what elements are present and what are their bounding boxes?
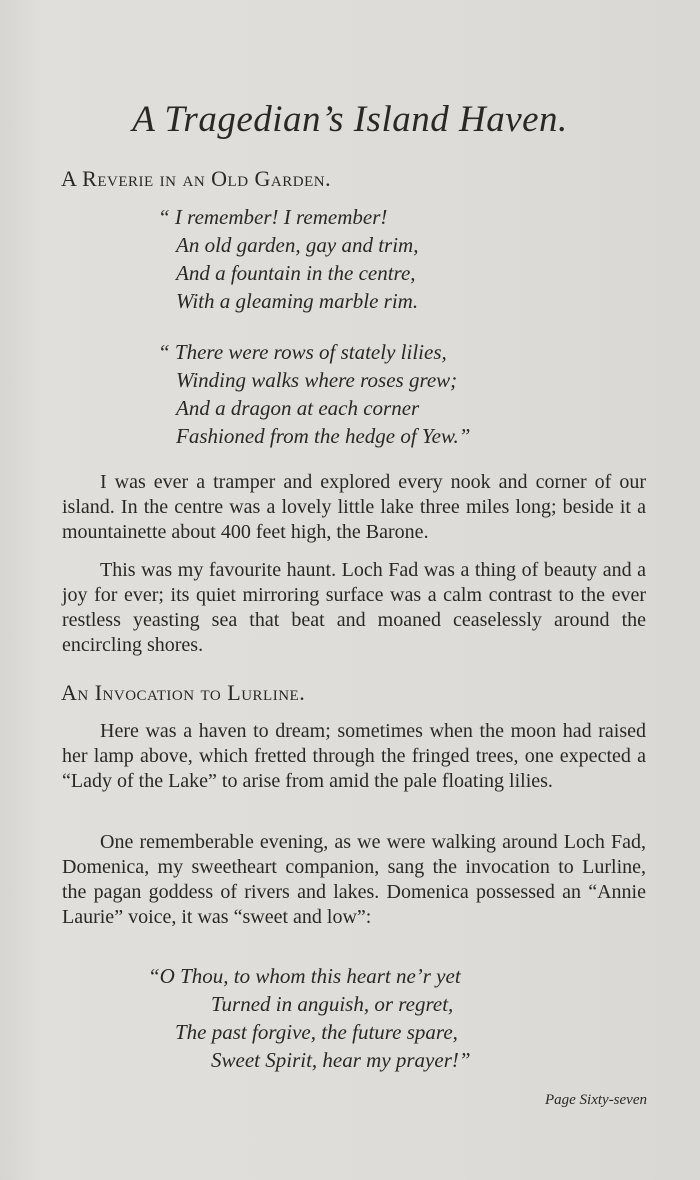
poem-line: Winding walks where roses grew; — [176, 368, 458, 392]
page-title: A Tragedian’s Island Haven. — [132, 99, 568, 140]
poem-stanza-2 — [158, 338, 470, 450]
paragraph: Here was a haven to dream; sometimes when the moon had raised her lamp above, which fretted through the fringed trees, one expected a “Lady of the Lake” to arise from amid the pale floating lilies. — [62, 720, 646, 792]
page-number: Page Sixty-seven — [544, 1092, 647, 1108]
section-heading-invocation: An Invocation to Lurline. — [61, 680, 306, 705]
poem-line: Turned in anguish, or regret, — [211, 992, 454, 1016]
paragraph: I was ever a tramper and explored every nook and corner of our island. In the centre was a lovely little lake three miles long; beside it a mountainette about 400 feet high, the Barone. — [62, 471, 646, 543]
poem-stanza-1 — [158, 203, 418, 315]
poem-line: The past forgive, the future spare, — [175, 1020, 458, 1044]
poem-line: “ I remember! I remember! — [158, 205, 388, 229]
poem-line: An old garden, gay and trim, — [176, 233, 419, 257]
poem-line: With a gleaming marble rim. — [176, 289, 419, 313]
paragraph: This was my favourite haunt. Loch Fad was a thing of beauty and a joy for ever; its quiet mirroring surface was a calm contrast to the ever restless yeasting sea that beat and moaned ceaselessly around the encircling shores. — [62, 559, 646, 656]
poem-line: And a dragon at each corner — [176, 396, 420, 420]
poem-line: “O Thou, to whom this heart ne’r yet — [148, 964, 461, 988]
poem-line: “ There were rows of stately lilies, — [158, 340, 447, 364]
poem-line: And a fountain in the centre, — [176, 261, 416, 285]
section-heading-reverie: A Reverie in an Old Garden. — [61, 166, 332, 191]
poem-line: Fashioned from the hedge of Yew.” — [176, 424, 471, 448]
poem-stanza-3 — [148, 962, 471, 1074]
poem-line: Sweet Spirit, hear my prayer!” — [211, 1048, 471, 1072]
paragraph: One rememberable evening, as we were walking around Loch Fad, Domenica, my sweetheart companion, sang the invocation to Lurline, the pagan goddess of rivers and lakes. Domenica possessed an “Annie Laurie” voice, it was “sweet and low”: — [62, 831, 646, 928]
